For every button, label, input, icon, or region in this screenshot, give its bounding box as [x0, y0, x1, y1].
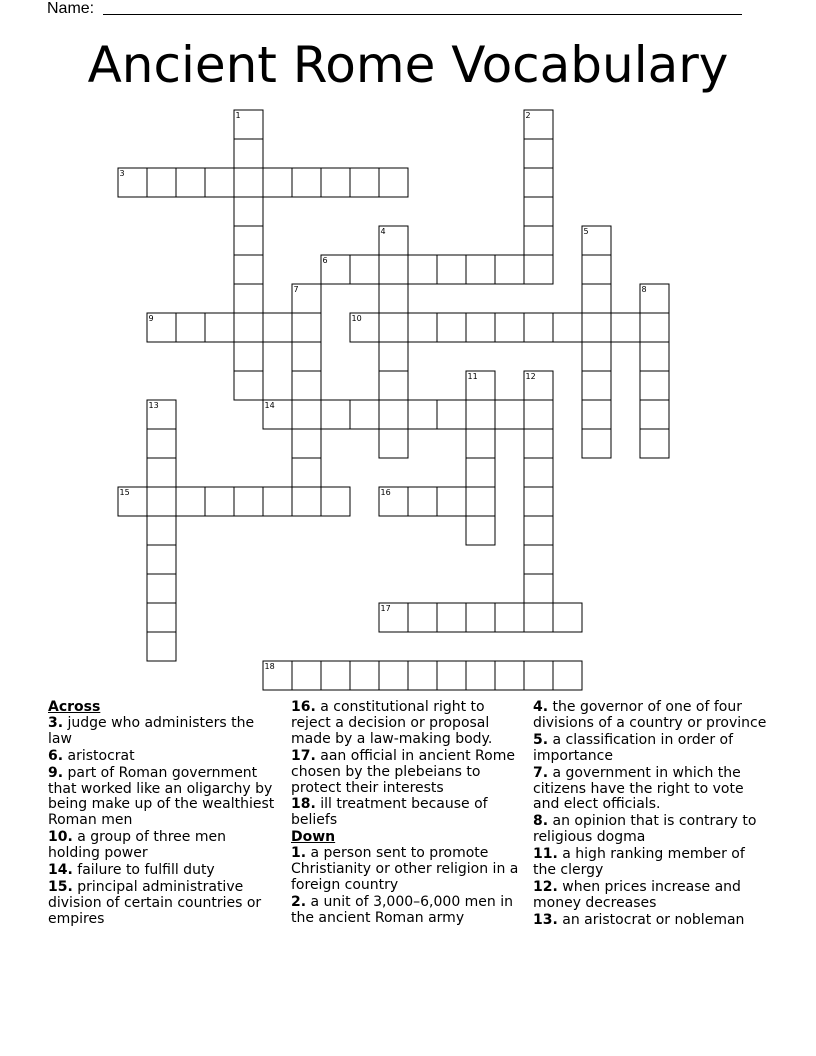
clue-number: 6. — [48, 747, 64, 764]
grid-cell[interactable] — [292, 487, 321, 516]
grid-cell[interactable] — [582, 226, 611, 255]
grid-cell[interactable] — [524, 226, 553, 255]
down-clue-8 — [533, 814, 769, 846]
grid-cell[interactable] — [524, 661, 553, 690]
clue-text: failure to fulfill duty — [77, 862, 215, 879]
grid-cell[interactable] — [640, 342, 669, 371]
clue-list — [0, 700, 816, 1050]
clue-number: 4. — [533, 699, 549, 715]
grid-cell[interactable] — [437, 661, 466, 690]
grid-cell[interactable] — [321, 168, 350, 197]
grid-cell[interactable] — [437, 400, 466, 429]
clue-text: ill treatment because of beliefs — [291, 796, 488, 829]
grid-cell[interactable] — [234, 110, 263, 139]
name-row — [47, 0, 747, 20]
grid-cell[interactable] — [379, 226, 408, 255]
clue-number: 15. — [48, 878, 73, 895]
grid-cell[interactable] — [234, 342, 263, 371]
grid-cell[interactable] — [147, 574, 176, 603]
grid-cell[interactable] — [147, 516, 176, 545]
grid-cell[interactable] — [350, 313, 379, 342]
across-heading: Across — [48, 699, 101, 715]
grid-cell[interactable] — [611, 313, 640, 342]
grid-cell[interactable] — [408, 255, 437, 284]
grid-cell[interactable] — [582, 429, 611, 458]
clue-number: 10. — [48, 829, 73, 846]
grid-cell[interactable] — [524, 516, 553, 545]
grid-cell[interactable] — [147, 313, 176, 342]
cell-number-9: 9 — [148, 314, 154, 323]
cell-number-1: 1 — [235, 111, 241, 120]
grid-cell[interactable] — [524, 139, 553, 168]
down-clue-7 — [533, 766, 769, 814]
cell-number-11: 11 — [467, 372, 478, 381]
grid-cell[interactable] — [524, 487, 553, 516]
clue-text: aristocrat — [67, 747, 135, 764]
grid-cell[interactable] — [524, 458, 553, 487]
grid-cell[interactable] — [263, 661, 292, 690]
clue-text: part of Roman government that worked like an oligarchy by being make up of the wealthiest Roman men — [48, 764, 275, 829]
grid-cell[interactable] — [640, 371, 669, 400]
clue-number: 2. — [291, 893, 307, 910]
grid-cell[interactable] — [379, 400, 408, 429]
across-clue-9 — [48, 766, 278, 830]
clue-number: 5. — [533, 731, 549, 748]
grid-cell[interactable] — [205, 313, 234, 342]
grid-cell[interactable] — [379, 487, 408, 516]
clue-text: principal administrative division of certain countries or empires — [48, 878, 262, 927]
grid-cell[interactable] — [582, 342, 611, 371]
across-clue-18 — [291, 797, 523, 829]
clue-text: an opinion that is contrary to religious dogma — [533, 813, 757, 846]
grid-cell[interactable] — [640, 313, 669, 342]
grid-cell[interactable] — [292, 342, 321, 371]
clue-number: 3. — [48, 714, 64, 731]
grid-cell[interactable] — [292, 429, 321, 458]
grid-cell[interactable] — [234, 255, 263, 284]
grid-cell[interactable] — [379, 661, 408, 690]
grid-cell[interactable] — [640, 284, 669, 313]
clue-number: 9. — [48, 764, 64, 781]
grid-cell[interactable] — [437, 487, 466, 516]
cell-number-8: 8 — [641, 285, 647, 294]
grid-cell[interactable] — [408, 603, 437, 632]
grid-cell[interactable] — [234, 226, 263, 255]
grid-cell[interactable] — [379, 603, 408, 632]
clue-number: 14. — [48, 862, 73, 879]
grid-cell[interactable] — [292, 371, 321, 400]
cell-number-7: 7 — [293, 285, 299, 294]
clue-number: 13. — [533, 911, 558, 928]
grid-cell[interactable] — [582, 255, 611, 284]
grid-cell[interactable] — [234, 139, 263, 168]
clue-text: a classification in order of importance — [533, 731, 734, 764]
grid-cell[interactable] — [379, 168, 408, 197]
cell-number-10: 10 — [351, 314, 362, 323]
cell-number-5: 5 — [583, 227, 589, 236]
grid-cell[interactable] — [176, 487, 205, 516]
grid-cell[interactable] — [292, 400, 321, 429]
grid-cell[interactable] — [408, 313, 437, 342]
down-clue-4 — [533, 700, 769, 732]
grid-cell[interactable] — [234, 371, 263, 400]
clue-column-3 — [533, 700, 769, 930]
cell-number-4: 4 — [380, 227, 386, 236]
grid-cell[interactable] — [582, 313, 611, 342]
down-clue-1 — [291, 846, 523, 894]
grid-cell[interactable] — [408, 487, 437, 516]
grid-cell[interactable] — [553, 603, 582, 632]
cell-number-13: 13 — [148, 401, 159, 410]
page-title: Ancient Rome Vocabulary — [87, 36, 729, 94]
grid-cell[interactable] — [234, 168, 263, 197]
across-clue-16 — [291, 700, 523, 748]
grid-cell[interactable] — [176, 313, 205, 342]
grid-cell[interactable] — [292, 284, 321, 313]
grid-cell[interactable] — [582, 371, 611, 400]
grid-cell[interactable] — [495, 603, 524, 632]
grid-cell[interactable] — [147, 400, 176, 429]
grid-cell[interactable] — [379, 429, 408, 458]
cell-number-12: 12 — [525, 372, 536, 381]
grid-cell[interactable] — [234, 197, 263, 226]
grid-cell[interactable] — [147, 603, 176, 632]
clue-number: 11. — [533, 846, 558, 863]
grid-cell[interactable] — [379, 313, 408, 342]
grid-cell[interactable] — [350, 255, 379, 284]
clue-text: judge who administers the law — [48, 714, 255, 747]
grid-cell[interactable] — [205, 487, 234, 516]
grid-cell[interactable] — [350, 661, 379, 690]
grid-cell[interactable] — [495, 313, 524, 342]
grid-cell[interactable] — [263, 168, 292, 197]
grid-cell[interactable] — [437, 603, 466, 632]
clue-column-2 — [291, 700, 523, 928]
clue-text: an aristocrat or nobleman — [562, 911, 745, 928]
cell-number-2: 2 — [525, 111, 531, 120]
grid-cell[interactable] — [205, 168, 234, 197]
clue-number: 8. — [533, 813, 549, 830]
across-clue-15 — [48, 880, 278, 928]
clue-text: a constitutional right to reject a decision or proposal made by a law-making body. — [291, 699, 493, 747]
grid-cell[interactable] — [147, 458, 176, 487]
grid-cell[interactable] — [437, 255, 466, 284]
clue-number: 17. — [291, 747, 316, 764]
grid-cell[interactable] — [379, 284, 408, 313]
grid-cell[interactable] — [147, 632, 176, 661]
grid-cell[interactable] — [582, 284, 611, 313]
clue-number: 7. — [533, 764, 549, 781]
grid-cell[interactable] — [553, 661, 582, 690]
grid-cell[interactable] — [495, 400, 524, 429]
grid-cell[interactable] — [524, 429, 553, 458]
grid-cell[interactable] — [118, 487, 147, 516]
grid-cell[interactable] — [176, 168, 205, 197]
clue-text: a group of three men holding power — [48, 829, 226, 862]
cell-number-15: 15 — [119, 488, 130, 497]
clue-number: 12. — [533, 878, 558, 895]
clue-text: a government in which the citizens have the right to vote and elect officials. — [533, 764, 744, 813]
across-clue-14 — [48, 863, 278, 879]
grid-cell[interactable] — [292, 661, 321, 690]
grid-cell[interactable] — [292, 168, 321, 197]
grid-cell[interactable] — [466, 255, 495, 284]
grid-cell[interactable] — [495, 255, 524, 284]
grid-cell[interactable] — [350, 400, 379, 429]
across-clue-17 — [291, 749, 523, 797]
grid-cell[interactable] — [292, 313, 321, 342]
grid-cell[interactable] — [524, 574, 553, 603]
cell-number-16: 16 — [380, 488, 391, 497]
grid-cell[interactable] — [524, 371, 553, 400]
grid-cell[interactable] — [350, 168, 379, 197]
name-label: Name: — [47, 0, 95, 17]
grid-cell[interactable] — [640, 429, 669, 458]
grid-cell[interactable] — [524, 603, 553, 632]
grid-cell[interactable] — [263, 313, 292, 342]
grid-cell[interactable] — [582, 400, 611, 429]
clue-text: a person sent to promote Christianity or other religion in a foreign country — [291, 845, 519, 893]
grid-cell[interactable] — [553, 313, 582, 342]
cell-number-17: 17 — [380, 604, 391, 613]
clue-text: a unit of 3,000–6,000 men in the ancient Roman army — [291, 893, 514, 926]
grid-cell[interactable] — [524, 110, 553, 139]
clue-number: 1. — [291, 845, 307, 862]
grid-cell[interactable] — [263, 487, 292, 516]
clue-text: a high ranking member of the clergy — [533, 846, 745, 879]
grid-cell[interactable] — [379, 255, 408, 284]
clue-text: the governor of one of four divisions of a country or province — [533, 699, 767, 731]
grid-cell[interactable] — [640, 400, 669, 429]
grid-cell[interactable] — [466, 313, 495, 342]
grid-cell[interactable] — [408, 400, 437, 429]
grid-cell[interactable] — [466, 371, 495, 400]
grid-cell[interactable] — [147, 487, 176, 516]
grid-cell[interactable] — [263, 400, 292, 429]
grid-cell[interactable] — [466, 429, 495, 458]
grid-cell[interactable] — [234, 284, 263, 313]
down-clue-2 — [291, 895, 523, 927]
across-clue-10 — [48, 830, 278, 862]
grid-cell[interactable] — [466, 487, 495, 516]
cell-number-3: 3 — [119, 169, 125, 178]
grid-cell[interactable] — [234, 313, 263, 342]
grid-cell[interactable] — [495, 661, 524, 690]
grid-cell[interactable] — [466, 603, 495, 632]
clue-number: 16. — [291, 699, 316, 715]
grid-cell[interactable] — [321, 400, 350, 429]
clue-text: when prices increase and money decreases — [533, 878, 741, 911]
clue-number: 18. — [291, 796, 316, 813]
grid-cell[interactable] — [466, 400, 495, 429]
grid-cell[interactable] — [292, 458, 321, 487]
grid-cell[interactable] — [437, 313, 466, 342]
grid-cell[interactable] — [524, 168, 553, 197]
grid-cell[interactable] — [524, 545, 553, 574]
down-clue-12 — [533, 880, 769, 912]
grid-cell[interactable] — [147, 545, 176, 574]
grid-cell[interactable] — [466, 458, 495, 487]
grid-cell[interactable] — [524, 313, 553, 342]
cell-number-18: 18 — [264, 662, 275, 671]
grid-cell[interactable] — [524, 255, 553, 284]
grid-cell[interactable] — [234, 487, 263, 516]
down-clue-11 — [533, 847, 769, 879]
down-heading: Down — [291, 829, 336, 846]
grid-cell[interactable] — [408, 661, 437, 690]
down-clue-13 — [533, 913, 769, 929]
grid-cell[interactable] — [321, 487, 350, 516]
across-clue-3 — [48, 716, 278, 748]
grid-cell[interactable] — [524, 197, 553, 226]
grid-cell[interactable] — [379, 342, 408, 371]
grid-cell[interactable] — [524, 400, 553, 429]
grid-cell[interactable] — [118, 168, 147, 197]
clue-column-1 — [48, 700, 278, 929]
grid-cell[interactable] — [147, 168, 176, 197]
cell-number-6: 6 — [322, 256, 328, 265]
down-clue-5 — [533, 733, 769, 765]
grid-cell[interactable] — [466, 516, 495, 545]
grid-cell[interactable] — [147, 429, 176, 458]
clue-text: aan official in ancient Rome chosen by the plebeians to protect their interests — [291, 747, 515, 796]
across-clue-6 — [48, 749, 278, 765]
grid-cell[interactable] — [466, 661, 495, 690]
grid-cell[interactable] — [321, 255, 350, 284]
grid-cell[interactable] — [379, 371, 408, 400]
cell-number-14: 14 — [264, 401, 275, 410]
name-line[interactable] — [103, 14, 742, 15]
grid-cell[interactable] — [321, 661, 350, 690]
